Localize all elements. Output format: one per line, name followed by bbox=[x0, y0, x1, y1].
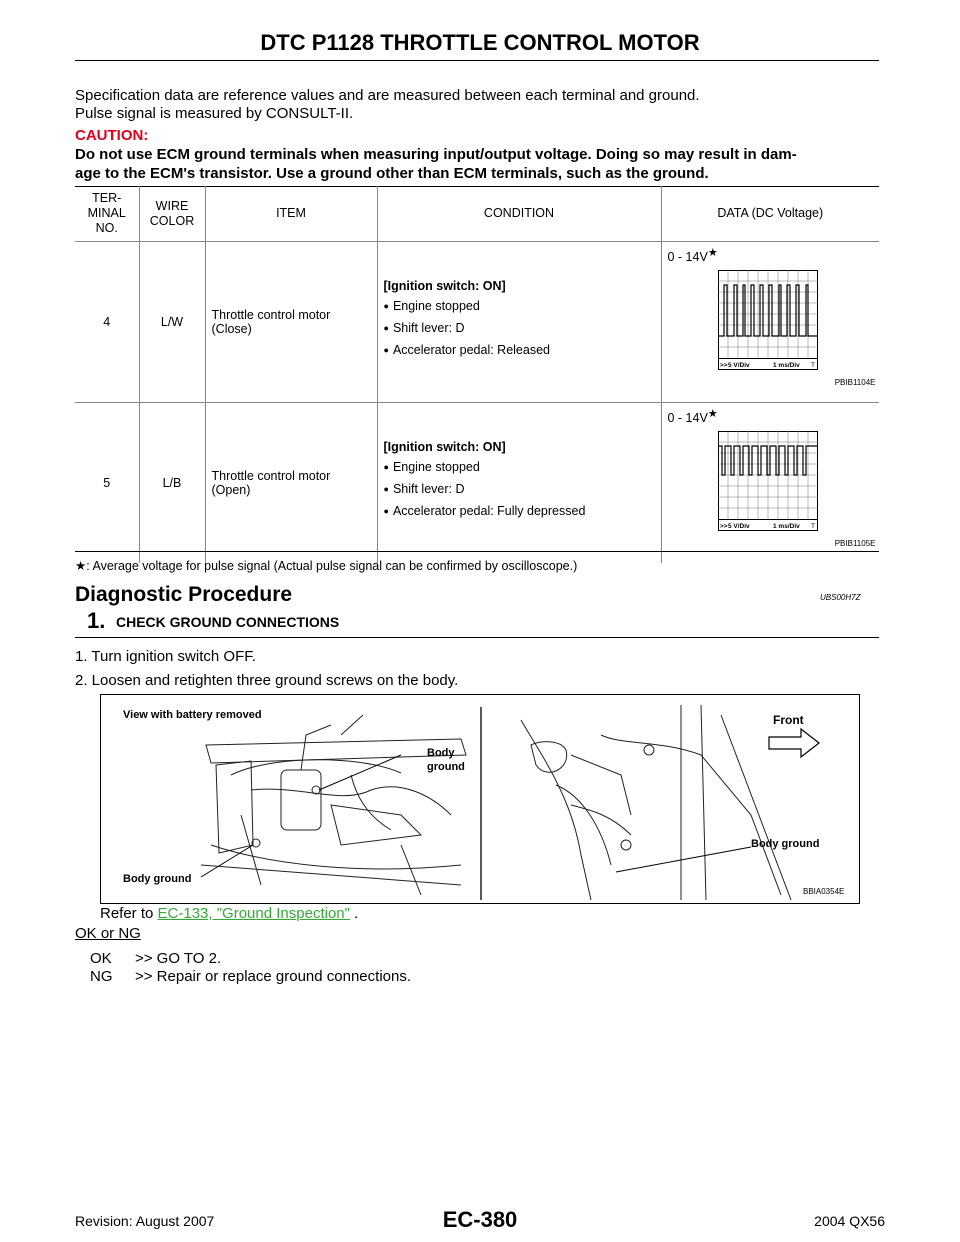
refer-line: Refer to EC-133, "Ground Inspection" . bbox=[100, 905, 359, 922]
star-icon: ★ bbox=[707, 408, 718, 420]
terminal-cell: 5 bbox=[103, 476, 111, 490]
caution-line-2: age to the ECM's transistor. Use a ground other than ECM terminals, such as the ground. bbox=[75, 165, 709, 182]
svg-text:5 V/Div: 5 V/Div bbox=[727, 523, 750, 530]
figure-label-body-ground: Body bbox=[427, 747, 455, 759]
engine-bay-illustration bbox=[101, 695, 860, 904]
ground-inspection-link[interactable]: EC-133, "Ground Inspection" bbox=[157, 905, 350, 922]
caution-label: CAUTION: bbox=[75, 127, 149, 144]
section-code: UBS00H7Z bbox=[820, 593, 861, 602]
bullet-item: ● Accelerator pedal: Fully depressed bbox=[384, 504, 655, 518]
star-icon: ★ bbox=[707, 247, 718, 259]
header-item: ITEM bbox=[205, 186, 377, 242]
bullet-item: ● Accelerator pedal: Released bbox=[384, 343, 655, 357]
svg-text:>>: >> bbox=[719, 523, 728, 530]
svg-text:T: T bbox=[810, 362, 815, 369]
page-title: DTC P1128 THROTTLE CONTROL MOTOR bbox=[260, 30, 700, 55]
step-rule bbox=[75, 637, 879, 638]
ok-ng-label: OK or NG bbox=[75, 925, 141, 942]
intro-line-2: Pulse signal is measured by CONSULT-II. bbox=[75, 105, 354, 122]
page-number: EC-380 bbox=[442, 1207, 518, 1232]
bullet-item: ● Engine stopped bbox=[384, 460, 655, 474]
oscilloscope-figure bbox=[718, 270, 876, 387]
figure-label-front: Front bbox=[773, 713, 804, 727]
svg-text:5 V/Div: 5 V/Div bbox=[727, 362, 750, 369]
table-bottom-rule bbox=[75, 551, 879, 552]
header-rule bbox=[75, 60, 879, 61]
wire-cell: L/B bbox=[139, 403, 205, 564]
footer-revision: Revision: August 2007 bbox=[75, 1213, 215, 1229]
header-data: DATA (DC Voltage) bbox=[661, 186, 879, 242]
condition-cell: [Ignition switch: ON] ● Engine stopped ● Shift lever: D ● Accelerator pedal: Fully depressed bbox=[377, 403, 661, 564]
waveform-graph bbox=[718, 431, 818, 531]
figure-label-body-ground-2: ground bbox=[427, 761, 465, 773]
spec-table bbox=[75, 186, 879, 563]
footer-model: 2004 QX56 bbox=[814, 1213, 885, 1229]
figure-id: PBIB1105E bbox=[834, 539, 876, 548]
data-cell bbox=[661, 403, 879, 564]
voltage-value: 0 - 14V bbox=[667, 411, 708, 425]
voltage-value: 0 - 14V bbox=[667, 250, 708, 264]
step-item-2: 2. Loosen and retighten three ground screws on the body. bbox=[75, 672, 459, 689]
bullet-item: ● Shift lever: D bbox=[384, 321, 655, 335]
svg-text:T: T bbox=[810, 523, 815, 530]
svg-text:1 ms/Div: 1 ms/Div bbox=[772, 362, 800, 369]
step-title: CHECK GROUND CONNECTIONS bbox=[116, 614, 340, 630]
bullet-item: ● Engine stopped bbox=[384, 299, 655, 313]
caution-line-1: Do not use ECM ground terminals when measuring input/output voltage. Doing so may result in dam- bbox=[75, 146, 797, 163]
intro-line-1: Specification data are reference values and are measured between each terminal and ground. bbox=[75, 87, 700, 104]
waveform-graph bbox=[718, 270, 818, 370]
table-header-row bbox=[75, 186, 879, 242]
table-footnote: ★: Average voltage for pulse signal (Actual pulse signal can be confirmed by oscilloscope.) bbox=[75, 559, 578, 573]
step-item-1: 1. Turn ignition switch OFF. bbox=[75, 648, 256, 665]
table-row bbox=[75, 403, 879, 564]
wire-cell: L/W bbox=[139, 242, 205, 403]
figure-label-body-ground-right: Body ground bbox=[751, 838, 820, 850]
ok-result: >> GO TO 2. bbox=[135, 950, 222, 967]
item-cell: Throttle control motor (Open) bbox=[205, 403, 377, 564]
table-row bbox=[75, 242, 879, 403]
item-cell: Throttle control motor (Close) bbox=[205, 242, 377, 403]
svg-text:>>: >> bbox=[719, 362, 728, 369]
ok-key: OK bbox=[90, 950, 112, 967]
figure-label-body-ground-left: Body ground bbox=[123, 873, 192, 885]
condition-cell: [Ignition switch: ON] ● Engine stopped ● Shift lever: D ● Accelerator pedal: Released bbox=[377, 242, 661, 403]
ground-location-figure bbox=[100, 694, 860, 904]
header-condition: CONDITION bbox=[377, 186, 661, 242]
step-number: 1. bbox=[87, 608, 106, 633]
svg-text:1 ms/Div: 1 ms/Div bbox=[772, 523, 800, 530]
section-title: Diagnostic Procedure bbox=[75, 583, 293, 606]
figure-id: BBIA0354E bbox=[803, 887, 845, 896]
figure-label-battery: View with battery removed bbox=[123, 709, 262, 721]
bullet-item: ● Shift lever: D bbox=[384, 482, 655, 496]
ng-key: NG bbox=[90, 968, 113, 985]
ng-result: >> Repair or replace ground connections. bbox=[135, 968, 412, 985]
figure-id: PBIB1104E bbox=[834, 378, 876, 387]
data-cell bbox=[661, 242, 879, 403]
header-wire-color: WIRE COLOR bbox=[139, 186, 205, 242]
header-terminal: TER- MINAL NO. bbox=[75, 186, 139, 242]
star-icon: ★ bbox=[75, 559, 87, 573]
terminal-cell: 4 bbox=[75, 242, 139, 403]
oscilloscope-figure bbox=[718, 431, 876, 548]
